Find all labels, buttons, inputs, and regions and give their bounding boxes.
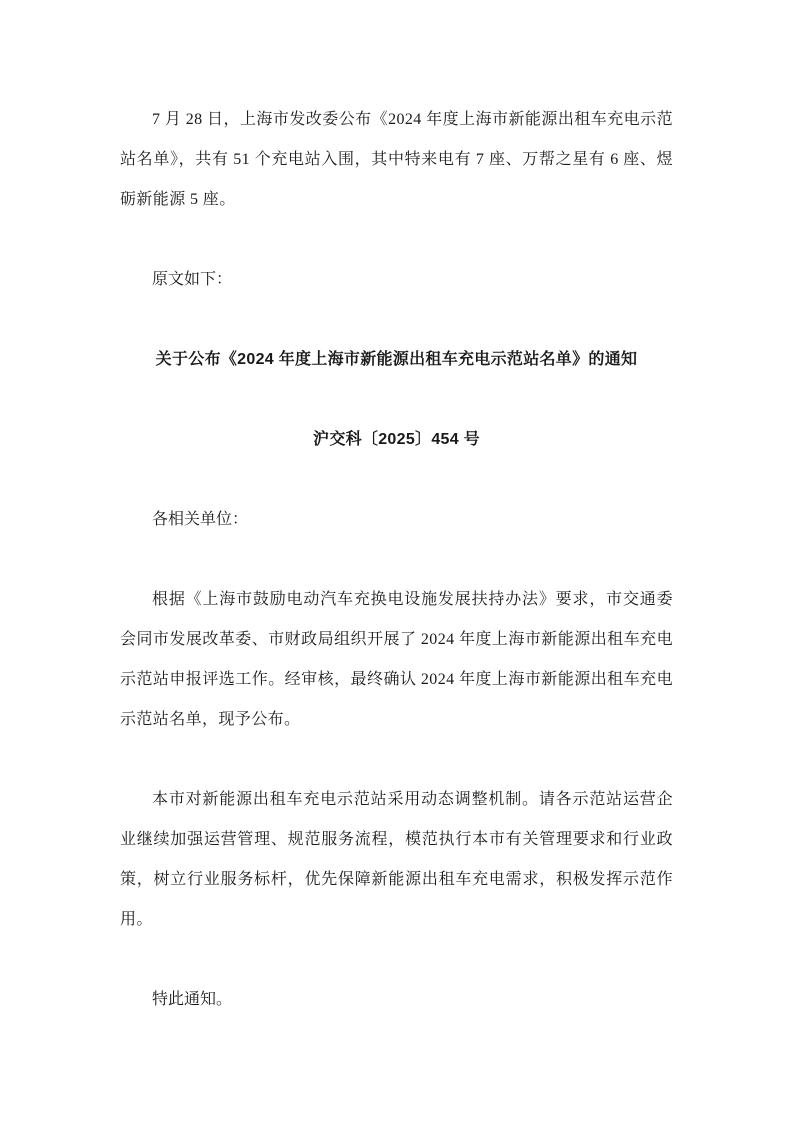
body-paragraph-2: 本市对新能源出租车充电示范站采用动态调整机制。请各示范站运营企业继续加强运营管理、规范服务流程，模范执行本市有关管理要求和行业政策，树立行业服务标杆，优先保障新能源出租车充电需求，积极发挥示范作用。 <box>120 791 673 928</box>
closing-text: 特此通知。 <box>152 991 233 1008</box>
document-number: 沪交科〔2025〕454 号 <box>313 431 480 448</box>
spacer <box>120 220 673 260</box>
spacer <box>120 460 673 500</box>
salutation: 各相关单位： <box>152 511 249 528</box>
body-paragraph-1: 根据《上海市鼓励电动汽车充换电设施发展扶持办法》要求，市交通委会同市发展改革委、市财政局组织开展了 2024 年度上海市新能源出租车充电示范站申报评选工作。经审核，最终确认 2024 年度上海市新能源出租车充电示范站名单，现予公布。 <box>120 591 673 728</box>
lead-in-text: 原文如下： <box>152 271 233 288</box>
spacer <box>120 940 673 980</box>
notice-title: 关于公布《2024 年度上海市新能源出租车充电示范站名单》的通知 <box>155 351 638 368</box>
spacer <box>120 300 673 340</box>
spacer <box>120 380 673 420</box>
intro-paragraph: 7 月 28 日，上海市发改委公布《2024 年度上海市新能源出租车充电示范站名单》，共有 51 个充电站入围，其中特来电有 7 座、万帮之星有 6 座、煜砺新能源 5 座。 <box>120 111 673 208</box>
spacer <box>120 540 673 580</box>
spacer <box>120 740 673 780</box>
document-page <box>120 100 673 1020</box>
